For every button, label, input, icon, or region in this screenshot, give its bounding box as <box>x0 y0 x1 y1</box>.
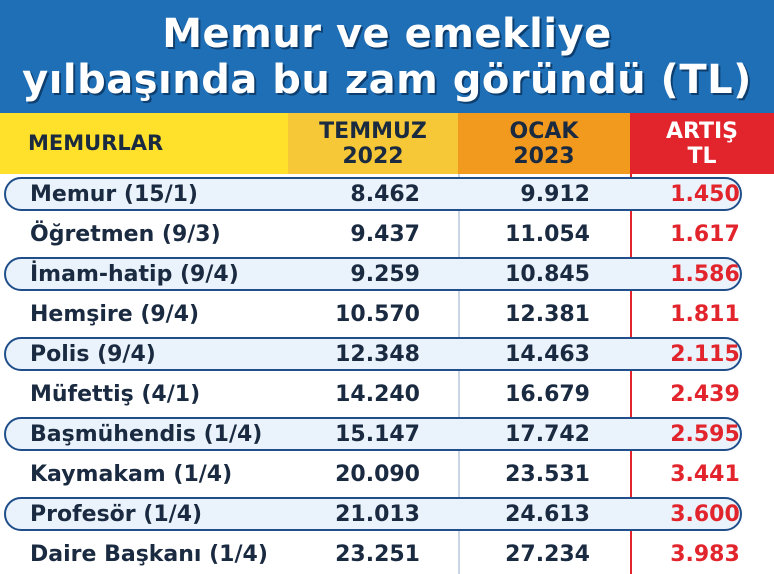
row-name: İmam-hatip (9/4) <box>30 261 239 287</box>
row-artis: 3.983 <box>670 541 740 567</box>
row-artis: 2.439 <box>670 381 740 407</box>
table-row <box>0 254 774 294</box>
header-temmuz-label: TEMMUZ <box>319 118 427 144</box>
title-banner <box>0 0 774 113</box>
table-row <box>0 334 774 374</box>
table-row <box>0 174 774 214</box>
header-memurlar <box>0 113 288 174</box>
salary-table-body <box>0 174 774 574</box>
row-temmuz: 14.240 <box>335 381 420 407</box>
header-artis <box>630 113 774 174</box>
table-header <box>0 113 774 174</box>
table-row <box>0 214 774 254</box>
row-temmuz: 23.251 <box>335 541 420 567</box>
row-temmuz: 21.013 <box>335 501 420 527</box>
row-temmuz: 8.462 <box>350 181 420 207</box>
row-name: Profesör (1/4) <box>30 501 203 527</box>
header-memurlar-label: MEMURLAR <box>28 131 164 155</box>
row-temmuz: 15.147 <box>335 421 420 447</box>
row-artis: 1.586 <box>670 261 740 287</box>
table-row <box>0 414 774 454</box>
row-artis: 2.595 <box>670 421 740 447</box>
row-artis: 3.600 <box>670 501 740 527</box>
row-ocak: 27.234 <box>505 541 590 567</box>
row-name: Öğretmen (9/3) <box>30 221 221 247</box>
header-temmuz <box>288 113 458 174</box>
header-ocak <box>458 113 630 174</box>
row-artis: 1.617 <box>670 221 740 247</box>
row-ocak: 11.054 <box>505 221 590 247</box>
row-name: Kaymakam (1/4) <box>30 461 233 487</box>
row-temmuz: 12.348 <box>335 341 420 367</box>
header-temmuz-year: 2022 <box>342 143 404 169</box>
row-ocak: 17.742 <box>505 421 590 447</box>
row-artis: 2.115 <box>670 341 740 367</box>
row-name: Daire Başkanı (1/4) <box>30 541 268 567</box>
table-row <box>0 534 774 574</box>
title-line-1: Memur ve emekliye <box>162 10 612 57</box>
row-temmuz: 9.259 <box>350 261 420 287</box>
row-ocak: 16.679 <box>505 381 590 407</box>
row-artis: 1.811 <box>670 301 740 327</box>
header-artis-label: ARTIŞ <box>665 118 738 144</box>
row-ocak: 24.613 <box>505 501 590 527</box>
row-ocak: 23.531 <box>505 461 590 487</box>
header-ocak-year: 2023 <box>513 143 575 169</box>
table-row <box>0 454 774 494</box>
row-name: Memur (15/1) <box>30 181 198 207</box>
header-ocak-label: OCAK <box>509 118 579 144</box>
row-temmuz: 20.090 <box>335 461 420 487</box>
row-artis: 1.450 <box>670 181 740 207</box>
row-temmuz: 10.570 <box>335 301 420 327</box>
header-artis-unit: TL <box>687 143 717 169</box>
row-name: Müfettiş (4/1) <box>30 381 201 407</box>
table-row <box>0 294 774 334</box>
row-ocak: 14.463 <box>505 341 590 367</box>
row-temmuz: 9.437 <box>350 221 420 247</box>
row-name: Polis (9/4) <box>30 341 156 367</box>
row-ocak: 10.845 <box>505 261 590 287</box>
row-artis: 3.441 <box>670 461 740 487</box>
row-ocak: 12.381 <box>505 301 590 327</box>
row-name: Başmühendis (1/4) <box>30 421 263 447</box>
title-line-2: yılbaşında bu zam göründü (TL) <box>22 56 752 103</box>
table-row <box>0 494 774 534</box>
row-name: Hemşire (9/4) <box>30 301 200 327</box>
row-ocak: 9.912 <box>520 181 590 207</box>
table-row <box>0 374 774 414</box>
